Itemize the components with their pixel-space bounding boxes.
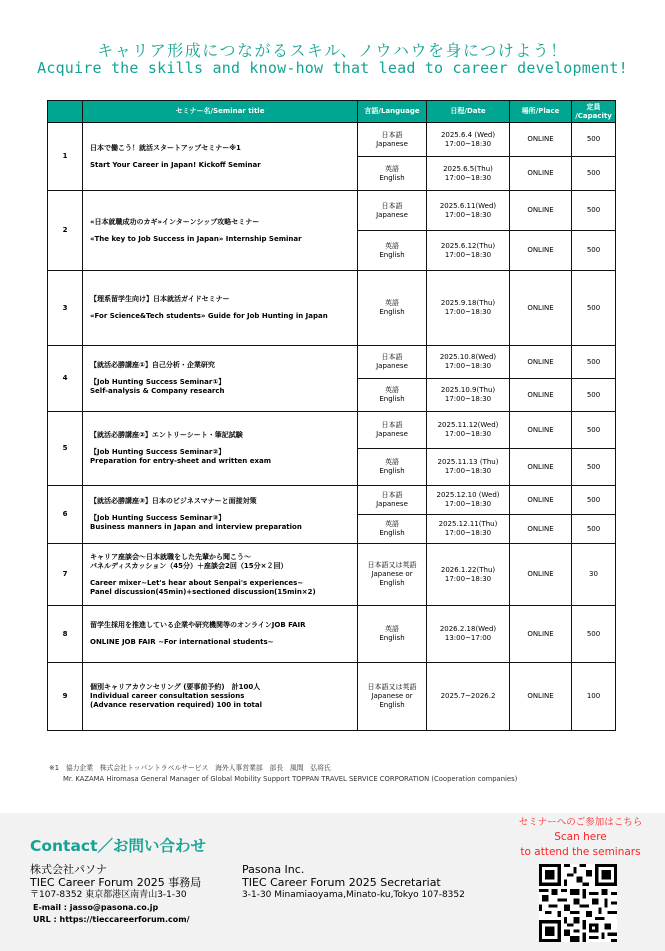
session-capacity: 500 xyxy=(572,346,616,379)
header-language: 言語/Language xyxy=(358,101,427,123)
time-text: 17:00~18:30 xyxy=(444,308,492,316)
seminar-title-en: 【Job Hunting Success Seminar②】 xyxy=(90,448,226,456)
session-place: ONLINE xyxy=(510,606,572,663)
time-text: 17:00~18:30 xyxy=(444,250,492,259)
table-row xyxy=(48,663,616,731)
seminar-number: 6 xyxy=(48,486,83,544)
time-text: 17:00~18:30 xyxy=(444,430,492,438)
time-text: 17:00~18:30 xyxy=(444,395,492,403)
seminar-title-jp: 留学生採用を推進している企業や研究機関等のオンラインJOB FAIR xyxy=(90,621,306,629)
contact-jp xyxy=(30,863,201,926)
session-place: ONLINE xyxy=(510,271,572,346)
language-en: Japanese or xyxy=(371,570,413,578)
language-jp: 日本語又は英語 xyxy=(367,561,417,569)
session-language xyxy=(358,157,427,191)
language-jp: 日本語 xyxy=(381,421,403,429)
seminar-number: 5 xyxy=(48,412,83,486)
seminar-schedule-table xyxy=(47,100,616,731)
session-capacity: 30 xyxy=(572,544,616,606)
session-language xyxy=(358,606,427,663)
address-en: 3-1-30 Minamiaoyama,Minato-ku,Tokyo 107-8352 xyxy=(242,890,465,900)
table-row xyxy=(48,544,616,606)
seminar-title-en: Start Your Career in Japan! Kickoff Seminar xyxy=(90,160,261,169)
table-row xyxy=(48,346,616,379)
session-language xyxy=(358,231,427,271)
language-jp: 英語 xyxy=(385,386,399,394)
session-language xyxy=(358,271,427,346)
scan-text-en2: to attend the seminars xyxy=(520,846,641,858)
session-place: ONLINE xyxy=(510,191,572,231)
date-text: 2025.11.12(Wed) xyxy=(437,421,499,429)
time-text: 17:00~18:30 xyxy=(444,173,492,182)
date-text: 2025.9.18(Thu) xyxy=(440,299,496,307)
session-place: ONLINE xyxy=(510,663,572,731)
seminar-title-jp: 【就活必勝講座③】日本のビジネスマナーと面接対策 xyxy=(90,497,257,505)
table-header-row xyxy=(48,101,616,123)
seminar-title-en: Career mixer~Let's hear about Senpai's experiences~ xyxy=(90,578,304,587)
seminar-title xyxy=(83,606,358,663)
language-en: Japanese xyxy=(376,210,408,219)
seminar-title-jp: 個別キャリアカウンセリング (要事前予約) 計100人 xyxy=(90,683,261,691)
table-row xyxy=(48,606,616,663)
session-language xyxy=(358,191,427,231)
session-language xyxy=(358,486,427,515)
date-text: 2026.1.22(Thu) xyxy=(440,565,496,574)
seminar-title xyxy=(83,271,358,346)
language-en: English xyxy=(379,395,405,403)
session-date xyxy=(427,606,510,663)
language-jp: 英語 xyxy=(385,299,399,307)
session-language xyxy=(358,123,427,157)
language-en: English xyxy=(379,701,405,709)
date-text: 2025.10.8(Wed) xyxy=(439,353,497,361)
seminar-number: 3 xyxy=(48,271,83,346)
seminar-number: 1 xyxy=(48,123,83,191)
session-place: ONLINE xyxy=(510,123,572,157)
date-text: 2025.6.4 (Wed) xyxy=(440,130,496,139)
session-capacity: 500 xyxy=(572,191,616,231)
session-date: 2025.7~2026.2 xyxy=(427,663,510,731)
session-language xyxy=(358,449,427,486)
session-capacity: 500 xyxy=(572,449,616,486)
session-capacity: 500 xyxy=(572,379,616,412)
session-place: ONLINE xyxy=(510,486,572,515)
contact-footer xyxy=(0,813,665,951)
time-text: 17:00~18:30 xyxy=(444,139,492,148)
session-date xyxy=(427,123,510,157)
time-text: 17:00~18:30 xyxy=(444,500,492,508)
session-date xyxy=(427,191,510,231)
language-jp: 英語 xyxy=(385,241,399,250)
seminar-number: 4 xyxy=(48,346,83,412)
session-place: ONLINE xyxy=(510,515,572,544)
language-jp: 日本語 xyxy=(381,353,403,361)
session-capacity: 100 xyxy=(572,663,616,731)
seminar-title-jp: 【就活必勝講座①】自己分析・企業研究 xyxy=(90,361,215,369)
session-date xyxy=(427,515,510,544)
language-en: English xyxy=(379,467,405,475)
time-text: 17:00~18:30 xyxy=(444,467,492,475)
date-text: 2025.6.11(Wed) xyxy=(439,201,497,210)
footnote-line-en: Mr. KAZAMA Hiromasa General Manager of Global Mobility Support TOPPAN TRAVEL SERVICE CORPORATION (Cooperation companies) xyxy=(63,775,518,783)
session-date xyxy=(427,544,510,606)
scan-text-jp: セミナーへのご参加はこちら xyxy=(518,817,643,828)
session-place: ONLINE xyxy=(510,379,572,412)
seminar-title-en: ONLINE JOB FAIR ~For international students~ xyxy=(90,638,274,646)
seminar-subtitle-en: Preparation for entry-sheet and written exam xyxy=(90,457,271,465)
date-text: 2025.10.9(Thu) xyxy=(440,386,496,394)
session-date xyxy=(427,346,510,379)
seminar-subtitle-en: Panel discussion(45min)+sectioned discussion(15min×2) xyxy=(90,587,316,596)
seminar-number: 2 xyxy=(48,191,83,271)
session-capacity: 500 xyxy=(572,231,616,271)
time-text: 17:00~18:30 xyxy=(444,210,492,219)
seminar-number: 9 xyxy=(48,663,83,731)
table-row xyxy=(48,123,616,157)
time-text: 13:00~17:00 xyxy=(444,634,492,642)
language-jp: 日本語 xyxy=(381,201,403,210)
header-place: 場所/Place xyxy=(510,101,572,123)
language-en: Japanese xyxy=(376,430,408,438)
session-date xyxy=(427,157,510,191)
contact-heading: Contact／お問い合わせ xyxy=(30,837,207,855)
seminar-title xyxy=(83,486,358,544)
seminar-title xyxy=(83,346,358,412)
session-place: ONLINE xyxy=(510,544,572,606)
header-no xyxy=(48,101,83,123)
seminar-title xyxy=(83,663,358,731)
session-place: ONLINE xyxy=(510,157,572,191)
session-language xyxy=(358,663,427,731)
session-language xyxy=(358,379,427,412)
table-row xyxy=(48,486,616,515)
header-title: セミナー名/Seminar title xyxy=(83,101,358,123)
language-jp: 英語 xyxy=(385,625,399,633)
date-text: 2025.6.5(Thu) xyxy=(443,164,493,173)
seminar-subtitle-en: Self-analysis & Company research xyxy=(90,387,225,395)
seminar-title xyxy=(83,544,358,606)
session-place: ONLINE xyxy=(510,449,572,486)
session-date xyxy=(427,231,510,271)
date-text: 2026.2.18(Wed) xyxy=(439,625,497,633)
company-name-en: Pasona Inc. xyxy=(242,863,305,876)
email-link[interactable]: E-mail : jasso@pasona.co.jp xyxy=(33,903,159,912)
seminar-title xyxy=(83,191,358,271)
language-en: English xyxy=(379,308,405,316)
language-jp: 日本語又は英語 xyxy=(367,683,417,691)
seminar-title-en: Individual career consultation sessions xyxy=(90,692,245,700)
session-place: ONLINE xyxy=(510,346,572,379)
seminar-subtitle-en: Business manners in Japan and interview preparation xyxy=(90,523,302,531)
seminar-title-jp: 日本で働こう！就活スタートアップセミナー※1 xyxy=(90,143,241,152)
session-date xyxy=(427,449,510,486)
language-en: English xyxy=(379,579,405,587)
seminar-title xyxy=(83,123,358,191)
header-capacity xyxy=(572,101,616,123)
language-en: Japanese xyxy=(376,362,408,370)
header-capacity-jp: 定員 xyxy=(586,102,601,111)
session-capacity: 500 xyxy=(572,486,616,515)
language-en: English xyxy=(379,173,405,182)
session-capacity: 500 xyxy=(572,606,616,663)
table-row xyxy=(48,271,616,346)
seminar-title-jp: キャリア座談会～日本就職をした先輩から聞こう～ xyxy=(90,552,251,561)
language-jp: 英語 xyxy=(385,458,399,466)
table-row xyxy=(48,412,616,449)
seminar-title-jp: 【理系留学生向け】日本就活ガイドセミナー xyxy=(90,295,230,303)
scan-text-en1: Scan here xyxy=(554,831,607,843)
language-jp: 英語 xyxy=(385,520,399,528)
qr-code-icon[interactable] xyxy=(539,864,617,942)
language-en: English xyxy=(379,250,405,259)
session-language xyxy=(358,515,427,544)
table-row xyxy=(48,191,616,231)
date-text: 2025.12.11(Thu) xyxy=(438,520,498,528)
time-text: 17:00~18:30 xyxy=(444,529,492,537)
footnote-line-jp: ※1 協力企業 株式会社トッパントラベルサービス 海外人事営業部 部長 風間 弘将氏 xyxy=(49,764,331,772)
session-place: ONLINE xyxy=(510,231,572,271)
seminar-subtitle-en: (Advance reservation required) 100 in total xyxy=(90,701,262,709)
office-name-en: TIEC Career Forum 2025 Secretariat xyxy=(242,876,441,889)
language-jp: 英語 xyxy=(385,164,399,173)
time-text: 17:00~18:30 xyxy=(444,362,492,370)
language-en: English xyxy=(379,634,405,642)
seminar-subtitle-jp: パネルディスカッション（45分）＋座談会2回（15分×２回） xyxy=(90,561,288,570)
session-capacity: 500 xyxy=(572,412,616,449)
time-text: 17:00~18:30 xyxy=(444,574,492,583)
session-capacity: 500 xyxy=(572,123,616,157)
session-date xyxy=(427,412,510,449)
seminar-number: 7 xyxy=(48,544,83,606)
header-capacity-en: /Capacity xyxy=(575,111,612,120)
language-en: English xyxy=(379,529,405,537)
heading-en: Acquire the skills and know-how that lead to career development! xyxy=(37,59,628,77)
session-place: ONLINE xyxy=(510,412,572,449)
session-date xyxy=(427,379,510,412)
seminar-title-jp: «日本就職成功のカギ»インターンシップ攻略セミナー xyxy=(90,217,260,226)
date-text: 2025.11.13 (Thu) xyxy=(437,458,499,466)
session-capacity: 500 xyxy=(572,515,616,544)
session-language xyxy=(358,544,427,606)
date-text: 2025.6.12(Thu) xyxy=(440,241,496,250)
session-capacity: 500 xyxy=(572,157,616,191)
address-jp: 〒107-8352 東京都港区南青山3-1-30 xyxy=(30,890,187,900)
date-text: 2025.12.10 (Wed) xyxy=(436,491,500,499)
heading-jp: キャリア形成につながるスキル、ノウハウを身につけよう！ xyxy=(97,41,568,60)
seminar-title-en: 【Job Hunting Success Seminar③】 xyxy=(90,514,226,522)
seminar-title-en: «For Science&Tech students» Guide for Job Hunting in Japan xyxy=(90,312,328,320)
seminar-number: 8 xyxy=(48,606,83,663)
seminar-title-jp: 【就活必勝講座②】エントリーシート・筆記試験 xyxy=(90,431,243,439)
session-language xyxy=(358,412,427,449)
language-en: Japanese or xyxy=(371,692,413,700)
office-name-jp: TIEC Career Forum 2025 事務局 xyxy=(30,876,202,889)
company-name-jp: 株式会社パソナ xyxy=(30,863,107,876)
session-language xyxy=(358,346,427,379)
header-date: 日程/Date xyxy=(427,101,510,123)
url-link[interactable]: URL : https://tieccareerforum.com/ xyxy=(33,915,190,924)
footnote xyxy=(49,763,517,785)
session-date xyxy=(427,271,510,346)
session-date xyxy=(427,486,510,515)
language-jp: 日本語 xyxy=(381,130,403,139)
language-jp: 日本語 xyxy=(381,491,403,499)
language-en: Japanese xyxy=(376,139,408,148)
contact-en xyxy=(242,863,465,902)
session-capacity: 500 xyxy=(572,271,616,346)
seminar-title-en: 【Job Hunting Success Seminar①】 xyxy=(90,378,226,386)
seminar-title-en: «The key to Job Success in Japan» Internship Seminar xyxy=(90,234,302,243)
language-en: Japanese xyxy=(376,500,408,508)
seminar-title xyxy=(83,412,358,486)
scan-instructions xyxy=(503,815,658,860)
